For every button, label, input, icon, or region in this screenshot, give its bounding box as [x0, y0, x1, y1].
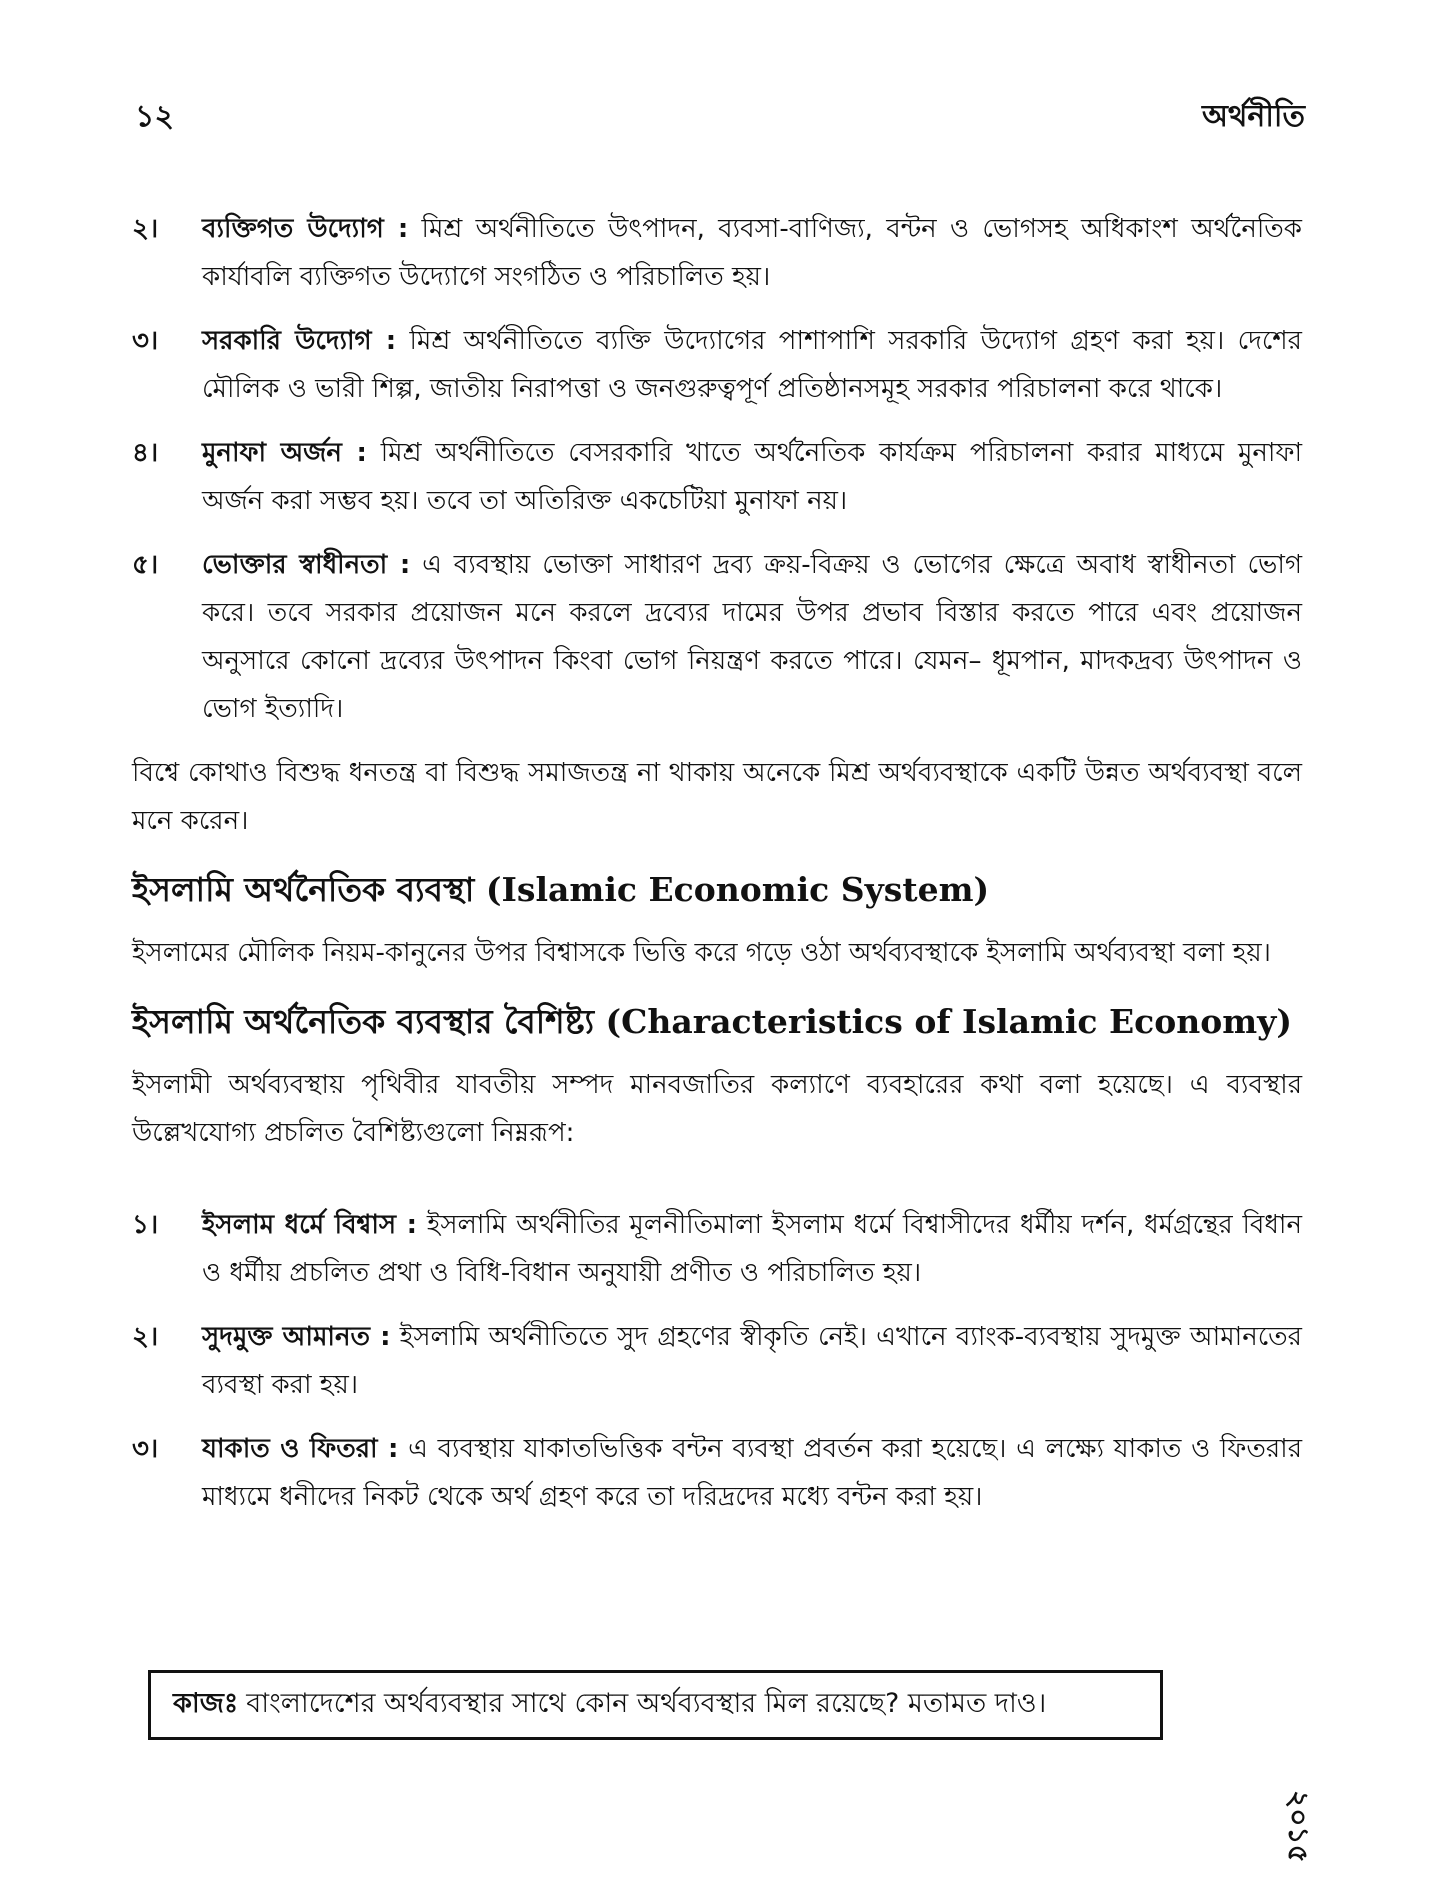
islamic-system-definition: ইসলামের মৌলিক নিয়ম-কানুনের উপর বিশ্বাসকে ভিত্তি করে গড়ে ওঠা অর্থব্যবস্থাকে ইসলামি অর্থব্যবস্থা বলা হয়। [132, 938, 1271, 968]
list-item [132, 541, 1302, 733]
task-label: কাজঃ [173, 1687, 239, 1719]
page-number: ১২ [135, 99, 174, 134]
item-term: যাকাত ও ফিতরা : [202, 1434, 399, 1464]
list-item [132, 1313, 1302, 1409]
list-item [132, 1201, 1302, 1297]
section-heading-islamic-system: ইসলামি অর্থনৈতিক ব্যবস্থা (Islamic Economic System) [132, 870, 990, 909]
item-text: এ ব্যবস্থায় ভোক্তা সাধারণ দ্রব্য ক্রয়-বিক্রয় ও ভোগের ক্ষেত্রে অবাধ স্বাধীনতা ভোগ করে। তবে সরকার প্রয়োজন মনে করলে দ্রব্যের দামের উপর প্রভাব বিস্তার করতে পারে এবং প্রয়োজন অনুসারে কোনো দ্রব্যের উৎপাদন কিংবা ভোগ নিয়ন্ত্রণ করতে পারে। যেমন– ধূমপান, মাদকদ্রব্য উৎপাদন ও ভোগ ইত্যাদি। [202, 550, 1302, 724]
item-term: ইসলাম ধর্মে বিশ্বাস : [202, 1210, 418, 1240]
section-heading-islamic-characteristics: ইসলামি অর্থনৈতিক ব্যবস্থার বৈশিষ্ট্য (Characteristics of Islamic Economy) [132, 1002, 1292, 1041]
item-body [202, 1201, 1302, 1297]
item-body [202, 317, 1302, 413]
item-number: ২। [132, 214, 159, 244]
item-body [202, 1313, 1302, 1409]
item-text: ইসলামি অর্থনীতিতে সুদ গ্রহণের স্বীকৃতি নেই। এখানে ব্যাংক-ব্যবস্থায় সুদমুক্ত আমানতের ব্যবস্থা করা হয়। [202, 1322, 1302, 1400]
year-stamp: ২০১৫ [1282, 1790, 1315, 1863]
item-text: মিশ্র অর্থনীতিতে ব্যক্তি উদ্যোগের পাশাপাশি সরকারি উদ্যোগ গ্রহণ করা হয়। দেশের মৌলিক ও ভারী শিল্প, জাতীয় নিরাপত্তা ও জনগুরুত্বপূর্ণ প্রতিষ্ঠানসমূহ সরকার পরিচালনা করে থাকে। [202, 326, 1302, 404]
item-number: ৩। [132, 326, 159, 356]
list-item [132, 317, 1302, 413]
item-term: ব্যক্তিগত উদ্যোগ : [202, 214, 409, 244]
item-number: ২। [132, 1322, 159, 1352]
item-body [202, 429, 1302, 525]
list-item [132, 205, 1302, 301]
task-box [148, 1670, 1163, 1740]
item-number: ১। [132, 1210, 159, 1240]
item-term: সুদমুক্ত আমানত : [202, 1322, 391, 1352]
item-term: সরকারি উদ্যোগ : [202, 326, 397, 356]
islamic-characteristics-list [132, 1201, 1302, 1521]
item-body [202, 1425, 1302, 1521]
item-number: ৪। [132, 438, 159, 468]
page-content [132, 205, 1302, 1537]
list-item [132, 429, 1302, 525]
task-text: বাংলাদেশের অর্থব্যবস্থার সাথে কোন অর্থব্যবস্থার মিল রয়েছে? মতামত দাও। [246, 1687, 1047, 1719]
item-text: ইসলামি অর্থনীতির মূলনীতিমালা ইসলাম ধর্মে বিশ্বাসীদের ধর্মীয় দর্শন, ধর্মগ্রন্থের বিধান ও ধর্মীয় প্রচলিত প্রথা ও বিধি-বিধান অনুযায়ী প্রণীত ও পরিচালিত হয়। [202, 1210, 1302, 1288]
running-title: অর্থনীতি [1202, 99, 1305, 134]
item-text: এ ব্যবস্থায় যাকাতভিত্তিক বন্টন ব্যবস্থা প্রবর্তন করা হয়েছে। এ লক্ষ্যে যাকাত ও ফিতরার মাধ্যমে ধনীদের নিকট থেকে অর্থ গ্রহণ করে তা দরিদ্রদের মধ্যে বন্টন করা হয়। [202, 1434, 1302, 1512]
item-number: ৩। [132, 1434, 159, 1464]
list-item [132, 1425, 1302, 1521]
item-text: মিশ্র অর্থনীতিতে উৎপাদন, ব্যবসা-বাণিজ্য, বন্টন ও ভোগসহ অধিকাংশ অর্থনৈতিক কার্যাবলি ব্যক্তিগত উদ্যোগে সংগঠিত ও পরিচালিত হয়। [202, 214, 1303, 292]
item-text: মিশ্র অর্থনীতিতে বেসরকারি খাতে অর্থনৈতিক কার্যক্রম পরিচালনা করার মাধ্যমে মুনাফা অর্জন করা সম্ভব হয়। তবে তা অতিরিক্ত একচেটিয়া মুনাফা নয়। [202, 438, 1302, 516]
item-term: মুনাফা অর্জন : [202, 438, 367, 468]
mixed-economy-conclusion: বিশ্বে কোথাও বিশুদ্ধ ধনতন্ত্র বা বিশুদ্ধ সমাজতন্ত্র না থাকায় অনেকে মিশ্র অর্থব্যবস্থাকে একটি উন্নত অর্থব্যবস্থা বলে মনে করেন। [132, 758, 1302, 836]
item-body [202, 541, 1302, 733]
islamic-characteristics-intro: ইসলামী অর্থব্যবস্থায় পৃথিবীর যাবতীয় সম্পদ মানবজাতির কল্যাণে ব্যবহারের কথা বলা হয়েছে। এ ব্যবস্থার উল্লেখযোগ্য প্রচলিত বৈশিষ্ট্যগুলো নিম্নরূপ: [132, 1070, 1302, 1148]
item-number: ৫। [132, 550, 159, 580]
item-body [202, 205, 1302, 301]
item-term: ভোক্তার স্বাধীনতা : [202, 550, 411, 580]
